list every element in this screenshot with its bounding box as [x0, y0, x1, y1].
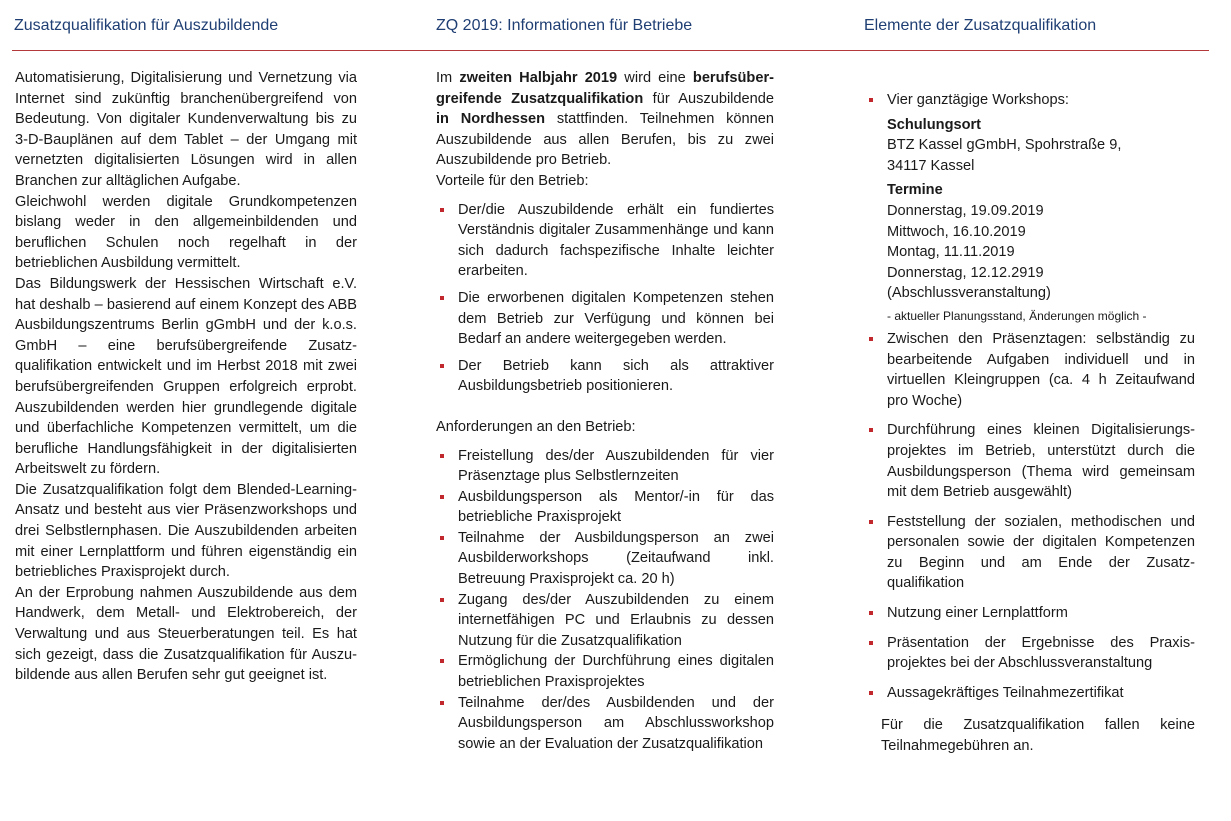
list-item: Aussagekräftiges Teilnahmezertifikat	[865, 683, 1195, 704]
termin-date: Donnerstag, 19.09.2019	[887, 202, 1044, 219]
column-3-heading: Elemente der Zusatzqualifikation	[864, 17, 1097, 34]
paragraph: Gleichwohl werden digitale Grundkompetenzen bislang weder in den allgemeinbildenden und beruflichen Schulen noch regelhaft in der betrieblichen Ausbildung vermittelt.	[15, 193, 357, 272]
intro-bold: in Nordhessen	[436, 111, 546, 128]
termine-label: Termine	[887, 182, 943, 199]
column-1-heading: Zusatzqualifikation für Auszubildende	[14, 17, 279, 34]
column-2-heading: ZQ 2019: Informationen für Betriebe	[436, 17, 693, 34]
paragraph: Das Bildungswerk der Hessischen Wirtschaft e.V. hat deshalb – basierend auf einem Konzept des ABB Ausbildungszentrums Berlin gGmbH und der k.o.s. GmbH – eine berufsübergreifende Zusatz-qualifikation entwickelt und im Herbst 2018 mit zwei berufsübergreifenden Gruppen erfolgreich erprobt. Auszubildenden werden hier grundlegende digitale und überfachliche Kompetenzen vermittelt, um die berufliche Handlungsfähigkeit in der digitalisierten Arbeitswelt zu fördern.	[15, 275, 357, 478]
intro-text: wird eine	[617, 70, 693, 86]
column-3	[865, 90, 1195, 757]
schulungsort-block	[887, 115, 1195, 177]
termine-block	[887, 180, 1195, 325]
intro-bold: zweiten Halbjahr 2019	[459, 70, 618, 86]
list-item: Durchführung eines kleinen Digitalisierungs-projektes im Betrieb, unterstützt durch die Ausbildungsperson (Thema wird gemeinsam mit dem Betrieb ausgewählt)	[865, 420, 1195, 502]
anforderungen-list	[436, 446, 774, 755]
list-item: Freistellung des/der Auszubildenden für vier Präsenztage plus Selbstlernzeiten	[436, 446, 774, 487]
list-item: Die erworbenen digitalen Kompetenzen stehen dem Betrieb zur Verfügung und können bei Bedarf an andere weitergegeben werden.	[436, 288, 774, 350]
intro-text: für Auszubildende	[643, 90, 775, 107]
termin-note: (Abschlussveranstaltung)	[887, 285, 1051, 302]
paragraph: Automatisierung, Digitalisierung und Vernetzung via Internet sind zukünftig branchenübergreifend von Bedeutung. Von digitaler Kundenverwaltung bis zu 3-D-Bauplänen auf dem Tablet – der Umgang mit vernetzten digitalisierten Lösungen wird in allen Branchen zur alltäglichen Aufgabe.	[15, 70, 357, 189]
paragraph: An der Erprobung nahmen Auszubildende aus dem Handwerk, dem Metall- und Elektrobereich, der Verwaltung und aus Steuerberatungen teil. Es hat sich gezeigt, dass die Zusatzqualifikation für Auszu-bildende aus allen Berufen sehr gut geeignet ist.	[15, 584, 357, 684]
anforderungen-title: Anforderungen an den Betrieb:	[436, 418, 636, 435]
list-item: Der Betrieb kann sich als attraktiver Ausbildungsbetrieb positionieren.	[436, 356, 774, 397]
vorteile-list	[436, 200, 774, 397]
list-item: Zwischen den Präsenztagen: selbständig zu bearbeitende Aufgaben individuell und in virtuellen Kleingruppen (ca. 4 h Zeitaufwand pro Woche)	[865, 329, 1195, 411]
workshops-label: Vier ganztägige Workshops:	[887, 92, 1069, 108]
list-item: Zugang des/der Auszubildenden zu einem internetfähigen PC und Erlaubnis zu dessen Nutzung für die Zusatzqualifikation	[436, 590, 774, 652]
list-item: Teilnahme der/des Ausbildenden und der Ausbildungsperson am Abschlussworkshop sowie an der Evaluation der Zusatzqualifikation	[436, 693, 774, 755]
intro-bold: berufsüber-greifende Zusatzqualifikation	[436, 70, 774, 107]
planung-note: - aktueller Planungsstand, Änderungen möglich -	[887, 308, 1147, 323]
column-2	[436, 68, 774, 754]
list-item: Teilnahme der Ausbildungsperson an zwei Ausbilderworkshops (Zeitaufwand inkl. Betreuung Praxisprojekt ca. 20 h)	[436, 528, 774, 590]
intro-text: stattfinden. Teilnehmen können Auszubildende aus allen Berufen, bis zu zwei Auszubildende pro Betrieb.	[436, 111, 774, 169]
list-item-workshops	[865, 90, 1195, 325]
column-1	[15, 68, 357, 686]
paragraph: Die Zusatzqualifikation folgt dem Blended-Learning-Ansatz und besteht aus vier Präsenzworkshops und drei Selbstlernphasen. Die Auszubildenden arbeiten mit einer Lernplattform und führen eigenständig ein betriebliches Praxisprojekt durch.	[15, 481, 357, 581]
schulungsort-line: 34117 Kassel	[887, 157, 975, 174]
fee-note: Für die Zusatzqualifikation fallen keine Teilnahmegebühren an.	[881, 717, 1195, 755]
list-item: Ermöglichung der Durchführung eines digitalen betrieblichen Praxisprojektes	[436, 651, 774, 692]
termin-date: Donnerstag, 12.12.2919	[887, 264, 1044, 281]
list-item: Nutzung einer Lernplattform	[865, 603, 1195, 624]
schulungsort-label: Schulungsort	[887, 116, 982, 133]
list-item: Feststellung der sozialen, methodischen und personalen sowie der digitalen Kompetenzen zu Beginn und am Ende der Zusatz-qualifikation	[865, 512, 1195, 594]
intro-text: Im	[436, 70, 460, 86]
schulungsort-line: BTZ Kassel gGmbH, Spohrstraße 9,	[887, 137, 1122, 154]
vorteile-title: Vorteile für den Betrieb:	[436, 172, 589, 189]
list-item: Der/die Auszubildende erhält ein fundiertes Verständnis digitaler Zusammenhänge und kann sich dadurch fachspezifische Inhalte leichter erarbeiten.	[436, 200, 774, 282]
header-divider	[12, 50, 1209, 51]
intro-paragraph	[436, 68, 774, 171]
termin-date: Montag, 11.11.2019	[887, 244, 1015, 261]
elements-list	[865, 90, 1195, 703]
list-item: Ausbildungsperson als Mentor/-in für das betriebliche Praxisprojekt	[436, 487, 774, 528]
termin-date: Mittwoch, 16.10.2019	[887, 223, 1026, 240]
list-item: Präsentation der Ergebnisse des Praxis-projektes bei der Abschlussveranstaltung	[865, 633, 1195, 674]
